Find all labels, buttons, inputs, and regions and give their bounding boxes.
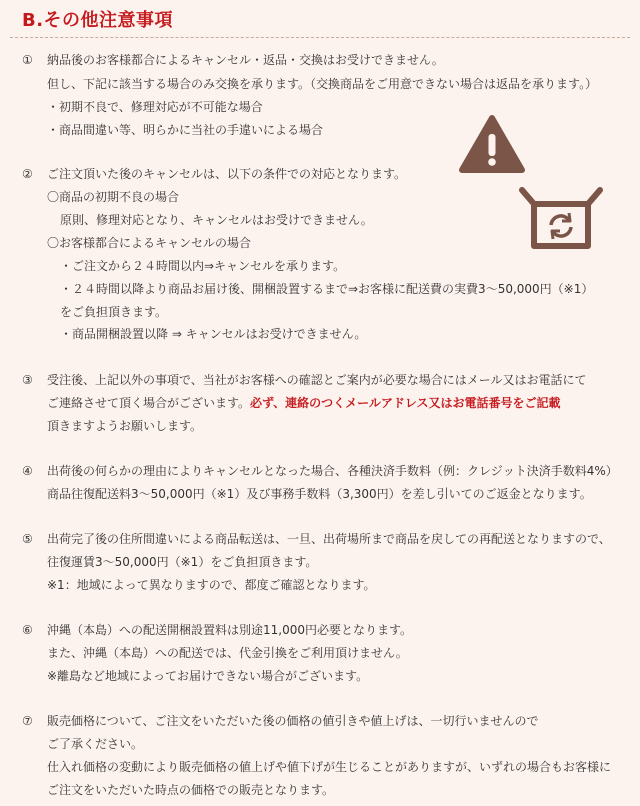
section-4-line-2: 商品往復配送料3～50,000円（※1）及び事務手数料（3,300円）を差し引いてのご返金となります。	[47, 487, 592, 501]
section-5-line-3: ※1：地域によって異なりますので、都度ご確認となります。	[47, 578, 376, 592]
section-7-line-2: ご了承ください。	[47, 737, 144, 751]
section-2-number: ②	[22, 167, 33, 181]
return-box-icon	[516, 184, 606, 254]
section-6-line-3: ※離島など地域によってお届けできない場合がございます。	[47, 669, 369, 683]
section-4-line-1: 出荷後の何らかの理由によりキャンセルとなった場合、各種決済手数料（例：クレジット決済手数料4%）	[47, 464, 618, 478]
section-3-line-2	[47, 395, 561, 411]
section-2-line-8: ・商品開梱設置以降 ⇒ キャンセルはお受けできません。	[60, 327, 367, 341]
section-2-line-5: ・ご注文から２４時間以内⇒キャンセルを承ります。	[60, 259, 346, 273]
section-1-line-1: 納品後のお客様都合によるキャンセル・返品・交換はお受けできません。	[47, 53, 444, 67]
section-5-number: ⑤	[22, 532, 33, 546]
section-1-number: ①	[22, 53, 33, 67]
section-1-line-2: 但し、下記に該当する場合のみ交換を承ります。（交換商品をご用意できない場合は返品を承ります。）	[47, 77, 598, 91]
section-5-line-2: 往復運賃3～50,000円（※1）をご負担頂きます。	[47, 555, 318, 569]
section-6-line-1: 沖縄（本島）への配送開梱設置料は別途11,000円必要となります。	[47, 623, 413, 637]
section-4-number: ④	[22, 464, 33, 478]
section-2-line-6: ・２４時間以降より商品お届け後、開梱設置するまで⇒お客様に配送費の実費3～50,000円（※1）	[60, 282, 594, 296]
section-2-line-1: ご注文頂いた後のキャンセルは、以下の条件での対応となります。	[47, 167, 407, 181]
section-1-line-3: ・初期不良で、修理対応が不可能な場合	[47, 100, 263, 114]
title-divider	[10, 37, 630, 38]
section-3-highlight: 必ず、連絡のつくメールアドレス又はお電話番号をご記載	[250, 396, 561, 410]
section-5-line-1: 出荷完了後の住所間違いによる商品転送は、一旦、出荷場所まで商品を戻しての再配送となりますので、	[47, 532, 611, 546]
section-6-number: ⑥	[22, 623, 33, 637]
section-2-line-4: 〇お客様都合によるキャンセルの場合	[47, 236, 252, 250]
section-6-line-2: また、沖縄（本島）への配送では、代金引換をご利用頂けません。	[47, 646, 408, 660]
section-2-line-3: 原則、修理対応となり、キャンセルはお受けできません。	[60, 213, 373, 227]
section-3-number: ③	[22, 373, 33, 387]
section-3-line-1: 受注後、上記以外の事項で、当社がお客様への確認とご案内が必要な場合にはメール又はお電話にて	[47, 373, 587, 387]
section-3-line-4: 頂きますようお願いします。	[47, 419, 203, 433]
section-7-line-3: 仕入れ価格の変動により販売価格の値上げや値下げが生じることがありますが、いずれの場合もお客様に	[47, 760, 612, 774]
section-2-line-2: 〇商品の初期不良の場合	[47, 190, 180, 204]
page-title: B.その他注意事項	[22, 10, 174, 31]
section-7-line-4: ご注文をいただいた時点の価格での販売となります。	[47, 783, 335, 797]
section-7-line-1: 販売価格について、ご注文をいただいた後の価格の値引きや値上げは、一切行いませんので	[47, 714, 539, 728]
section-7-number: ⑦	[22, 714, 33, 728]
section-2-line-7: をご負担頂きます。	[60, 305, 168, 319]
warning-icon	[458, 114, 526, 174]
section-1-line-4: ・商品間違い等、明らかに当社の手違いによる場合	[47, 123, 324, 137]
section-3-line-2-text: ご連絡させて頂く場合がございます。	[47, 396, 251, 410]
